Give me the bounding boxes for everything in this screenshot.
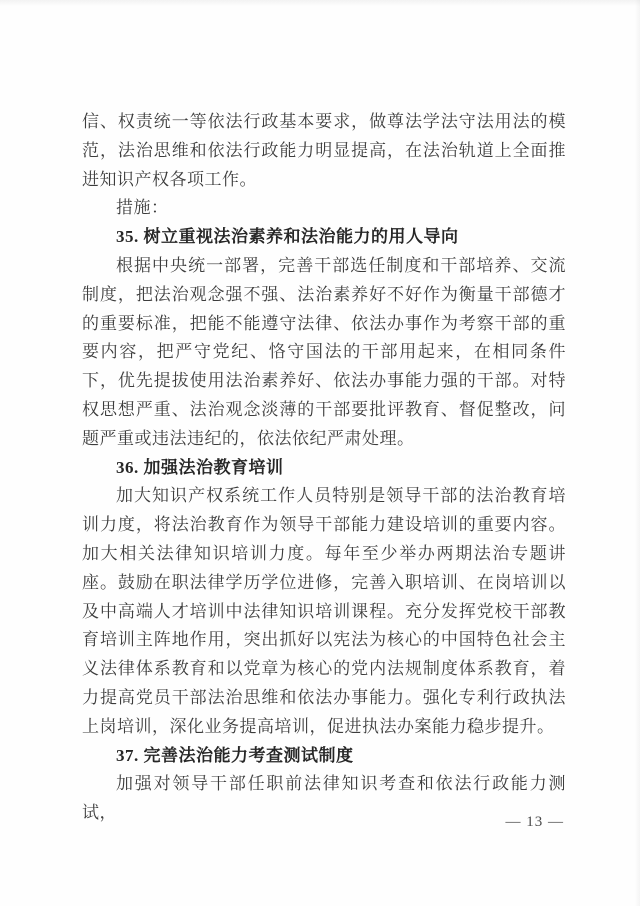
scan-edge-shading-right — [635, 0, 640, 906]
section-heading-37: 37. 完善法治能力考查测试制度 — [116, 745, 354, 765]
body-paragraph-continued: 信、权责统一等依法行政基本要求，做尊法学法守法用法的模范，法治思维和依法行政能力明显提高，在法治轨道上全面推进知识产权各项工作。 — [82, 112, 566, 189]
measures-label: 措施： — [116, 198, 169, 218]
page-number: — 13 — — [505, 814, 564, 830]
section-36-body: 加大知识产权系统工作人员特别是领导干部的法治教育培训力度，将法治教育作为领导干部能力建设培训的重要内容。加大相关法律知识培训力度。每年至少举办两期法治专题讲座。鼓励在职法律学历学位进修，完善入职培训、在岗培训以及中高端人才培训中法律知识培训课程。充分发挥党校干部教育培训主阵地作用，突出抓好以宪法为核心的中国特色社会主义法律体系教育和以党章为核心的党内法规制度体系教育，着力提高党员干部法治思维和依法办事能力。强化专利行政执法上岗培训，深化业务提高培训，促进执法办案能力稳步提升。 — [82, 486, 566, 736]
section-37-body: 加强对领导干部任职前法律知识考查和依法行政能力测试， — [82, 774, 566, 823]
section-heading-36: 36. 加强法治教育培训 — [116, 457, 284, 477]
scan-edge-shading-top — [0, 0, 640, 6]
section-heading-35: 35. 树立重视法治素养和法治能力的用人导向 — [116, 227, 459, 247]
document-body — [82, 108, 566, 828]
section-35-body: 根据中央统一部署，完善干部选任制度和干部培养、交流制度，把法治观念强不强、法治素养好不好作为衡量干部德才的重要标准，把能不能遵守法律、依法办事作为考察干部的重要内容，把严守党纪、恪守国法的干部用起来，在相同条件下，优先提拔使用法治素养好、依法办事能力强的干部。对特权思想严重、法治观念淡薄的干部要批评教育、督促整改，问题严重或违法违纪的，依法依纪严肃处理。 — [82, 255, 566, 448]
